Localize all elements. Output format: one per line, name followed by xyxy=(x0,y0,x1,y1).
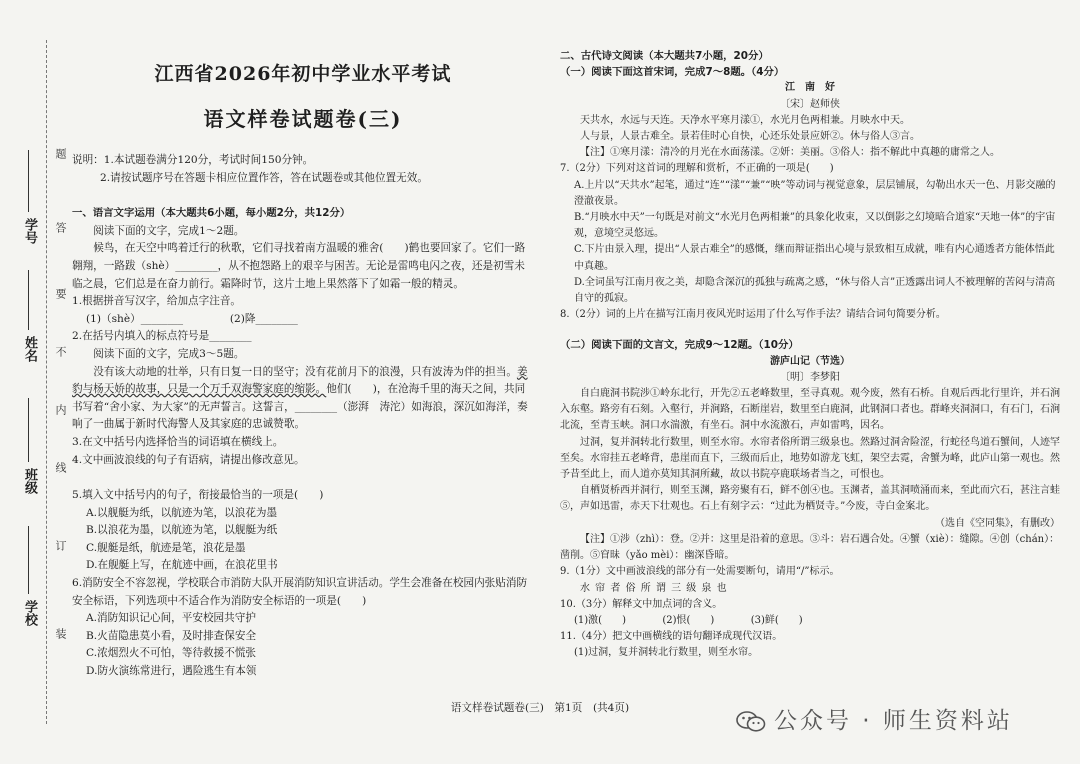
poem-title: 江 南 好 xyxy=(785,82,835,94)
wechat-icon xyxy=(736,710,766,734)
question-5: 5.填入文中括号内的句子，衔接最恰当的一项是( ) xyxy=(72,489,324,502)
answer-blank[interactable]: (2)恨( ) xyxy=(662,614,715,626)
prose-note: 【注】①涉（zhì）：登。②并：这里是沿着的意思。③斗：岩石遇合处。④蟹（xiè）：缝隙。④创（chán）：凿削。⑤窅昧（yǎo mèi）：幽深昏暗。 xyxy=(560,533,1060,562)
question-9: 9.（1分）文中画波浪线的部分有一处需要断句，请用“/”标示。 xyxy=(560,566,840,578)
option: D.全词虽写江南月夜之美，却隐含深沉的孤独与疏离之感，“休与俗人言”正透露出词人不被理解的苦闷与清高自守的孤寂。 xyxy=(574,276,1056,305)
name-line xyxy=(28,270,29,330)
poem-line: 天共水，水远与天连。天净水平寒月漾①，水光月色两相兼。月映水中天。 xyxy=(580,114,910,126)
name-label: 姓名 xyxy=(22,336,37,362)
student-id-line xyxy=(28,150,29,212)
prose-source: （选自《空同集》，有删改） xyxy=(935,517,1060,529)
answer-blank[interactable]: (1)（shè）________ xyxy=(86,312,184,325)
prose-paragraph: 自栖贤桥西并洞行，则至玉渊，路旁聚有石，鲜不创④也。玉渊者，盖其洞喷涌而来，至此而穴石，甚注言蛙⑤，声如迅雷，赤天下壮观也。石上有刻字云：“过此为栖贤寺。”今废，寺白金案北。 xyxy=(560,485,1060,513)
class-line xyxy=(28,398,29,462)
subsection-heading: （一）阅读下面这首宋词，完成7～8题。（4分） xyxy=(560,66,785,79)
class-label: 班级 xyxy=(22,468,37,494)
binding-mark: 内 xyxy=(54,404,67,417)
option: D.防火演练常进行，遇险逃生有本领 xyxy=(86,665,257,678)
instructions xyxy=(72,152,534,187)
punctuation-line: 水 帘 者 俗 所 谓 三 级 泉 也 xyxy=(580,582,728,594)
binding-mark: 不 xyxy=(54,346,67,359)
passage-text xyxy=(72,364,534,434)
page-footer: 语文样卷试题卷(三) 第1页 (共4页) xyxy=(450,702,630,714)
prose-paragraph: 自白鹿洞书院涉①岭东北行，开先②五老峰数里，至寻真观。观今废，然有石桥。自观后西北行里许，并石涧入东壑。路旁有石刻。入壑行，并涧路，石断崖岩，数里至白鹿洞，此钢洞口者也。群峰夹洞洞口，有石门，石涧北流，至青玉峡。洞口水湍激，有坐石。洞中水流激石，声如雷鸣，因名。 xyxy=(560,388,1060,432)
poem-line: 人与景，人景古难全。景若佳时心自快，心还乐处景应妍②。休与俗人③言。 xyxy=(580,131,920,143)
passage-text: 候鸟，在天空中鸣着迁行的秋歌，它们寻找着南方温暖的雅舍( )鹤也要回家了。它们一路翱翔，一路跋（shè）________，从不抱怨路上的艰辛与困苦。无论是雷鸣电闪之夜，还是初雪未临之晨，它们总是在奋力前行。霜降时节，这片土地上果然落下了如霜一般的精灵。 xyxy=(72,242,526,290)
subsection-heading: （二）阅读下面的文言文，完成9～12题。（10分） xyxy=(560,339,799,352)
exam-subtitle: 语文样卷试题卷(三) xyxy=(203,107,403,131)
question-11: 11.（4分）把文中画横线的语句翻译成现代汉语。 xyxy=(560,631,783,643)
instruction-line: 2.请按试题序号在答题卡相应位置作答，答在试题卷或其他位置无效。 xyxy=(100,171,428,184)
question-11-item: (1)过洞，复并洞转北行数里，则至水帘。 xyxy=(574,647,759,659)
question-1-answers xyxy=(72,311,534,329)
option: C.舰艇是纸，航迹是笔，浪花是墨 xyxy=(86,541,246,554)
binding-line xyxy=(46,40,47,724)
question-2: 2.在括号内填入的标点符号是________ xyxy=(72,330,252,343)
option: A.上片以“天共水”起笔，通过“连”“漾”“兼”“映”等动词与视觉意象，层层铺展，勾勒出水天一色、月影交融的澄澈夜景。 xyxy=(574,179,1056,207)
question-8: 8.（2分）词的上片在描写江南月夜风光时运用了什么写作手法？请结合词句简要分析。 xyxy=(560,309,946,321)
option: C.下片由景入理，提出“人景古难全”的感慨，继而辩证指出心境与景致相互成就，唯有内心通透者方能体悟此中真趣。 xyxy=(574,244,1055,272)
section-heading: 一、语言文字运用（本大题共6小题，每小题2分，共12分） xyxy=(72,207,351,220)
prose-title: 游庐山记（节选） xyxy=(770,355,850,367)
binding-margin xyxy=(0,0,67,764)
option: A.以舰艇为纸，以航迹为笔，以浪花为墨 xyxy=(86,506,278,519)
answer-blank[interactable]: (2)降________ xyxy=(229,312,298,325)
question-1: 1.根据拼音写汉字，给加点字注音。 xyxy=(72,295,242,308)
option: D.在舰艇上写，在航迹中画，在浪花里书 xyxy=(86,559,278,572)
right-column xyxy=(560,0,1060,662)
binding-mark: 装 xyxy=(54,628,67,641)
option: A.消防知识记心间，平安校园共守护 xyxy=(86,612,256,625)
reading-intro: 阅读下面的文字，完成1～2题。 xyxy=(93,224,245,237)
wavy-sentence: 姜豹与杨天娇的故事，只是一个万千双海警家庭的缩影。 xyxy=(72,365,528,396)
reading-intro: 阅读下面的文字，完成3～5题。 xyxy=(93,347,245,360)
prose-paragraph: 过洞，复并洞转北行数里，则至水帘。水帘者俗所谓三级泉也。然路过洞舍险涩，行蛇径鸟道石蟹间，人迹罕至矣。水帘挂五老峰背，患崖而直下，三级而后止，地势如游龙飞虹，架空去霓，舍蟹为峰，此庐山第一观也。然予昔至此上，而人道亦莫知其洞所藏，故以书院亭鹿联场者当之，可恨也。 xyxy=(560,436,1060,481)
left-column xyxy=(72,0,534,681)
poem-note: 【注】①寒月漾：清冷的月光在水面荡漾。②妍：美丽。③俗人：指不解此中真趣的庸常之人。 xyxy=(580,147,1000,159)
question-6: 6.消防安全不容忽视，学校联合市消防大队开展消防知识宣讲活动。学生会准备在校园内张贴消防安全标语，下列选项中不适合作为消防安全标语的一项是( ) xyxy=(72,577,528,607)
binding-mark: 订 xyxy=(54,540,67,553)
passage-sentence: 他们( )，在沧海千里的海天之间，共同书写着“舍小家、为大家”的无声誓言。这誓言，________（澎湃 涛沱）如海浪，深沉如海洋，奏响了一曲属于新时代海警人及其家庭的忠诚赞歌。 xyxy=(72,383,528,431)
school-line xyxy=(28,526,29,594)
school-label: 学校 xyxy=(22,600,37,626)
watermark xyxy=(736,702,1013,735)
binding-mark: 线 xyxy=(54,462,67,475)
option: B.火苗隐患莫小看，及时排查保安全 xyxy=(86,629,257,642)
option: B.以浪花为墨，以航迹为笔，以舰艇为纸 xyxy=(86,524,278,537)
question-10-blanks xyxy=(560,613,1060,629)
poem-author: 〔宋〕赵师侠 xyxy=(780,98,840,110)
answer-blank[interactable]: (3)鲜( ) xyxy=(750,614,803,626)
option: B.“月映水中天”一句既是对前文“水光月色两相兼”的具象化收束，又以倒影之幻境暗合道家“天地一体”的宇宙观，意境空灵悠远。 xyxy=(574,212,1056,240)
question-10: 10.（3分）解释文中加点词的含义。 xyxy=(560,598,723,610)
binding-mark: 题 xyxy=(54,148,67,161)
question-4: 4.文中画波浪线的句子有语病，请提出修改意见。 xyxy=(72,453,305,466)
prose-author: 〔明〕李梦阳 xyxy=(780,371,840,383)
passage-sentence: 没有该大动地的壮举，只有日复一日的坚守；没有花前月下的浪漫，只有波涛为伴的担当。 xyxy=(93,365,517,378)
instruction-line: 说明：1.本试题卷满分120分，考试时间150分钟。 xyxy=(72,154,314,166)
question-7: 7.（2分）下列对这首词的理解和赏析，不正确的一项是( ) xyxy=(560,163,834,175)
watermark-text: 公众号 · 师生资料站 xyxy=(774,708,1013,734)
exam-title: 江西省2026年初中学业水平考试 xyxy=(154,63,452,85)
binding-mark: 答 xyxy=(54,222,67,235)
option: C.浓烟烈火不可怕，等待救援不慌张 xyxy=(86,647,257,660)
question-3: 3.在文中括号内选择恰当的词语填在横线上。 xyxy=(72,435,284,448)
answer-blank[interactable]: (1)激( ) xyxy=(574,614,626,626)
section-heading: 二、古代诗文阅读（本大题共7小题，20分） xyxy=(560,50,769,62)
binding-mark: 要 xyxy=(54,288,67,301)
student-id-label: 学号 xyxy=(22,218,37,244)
